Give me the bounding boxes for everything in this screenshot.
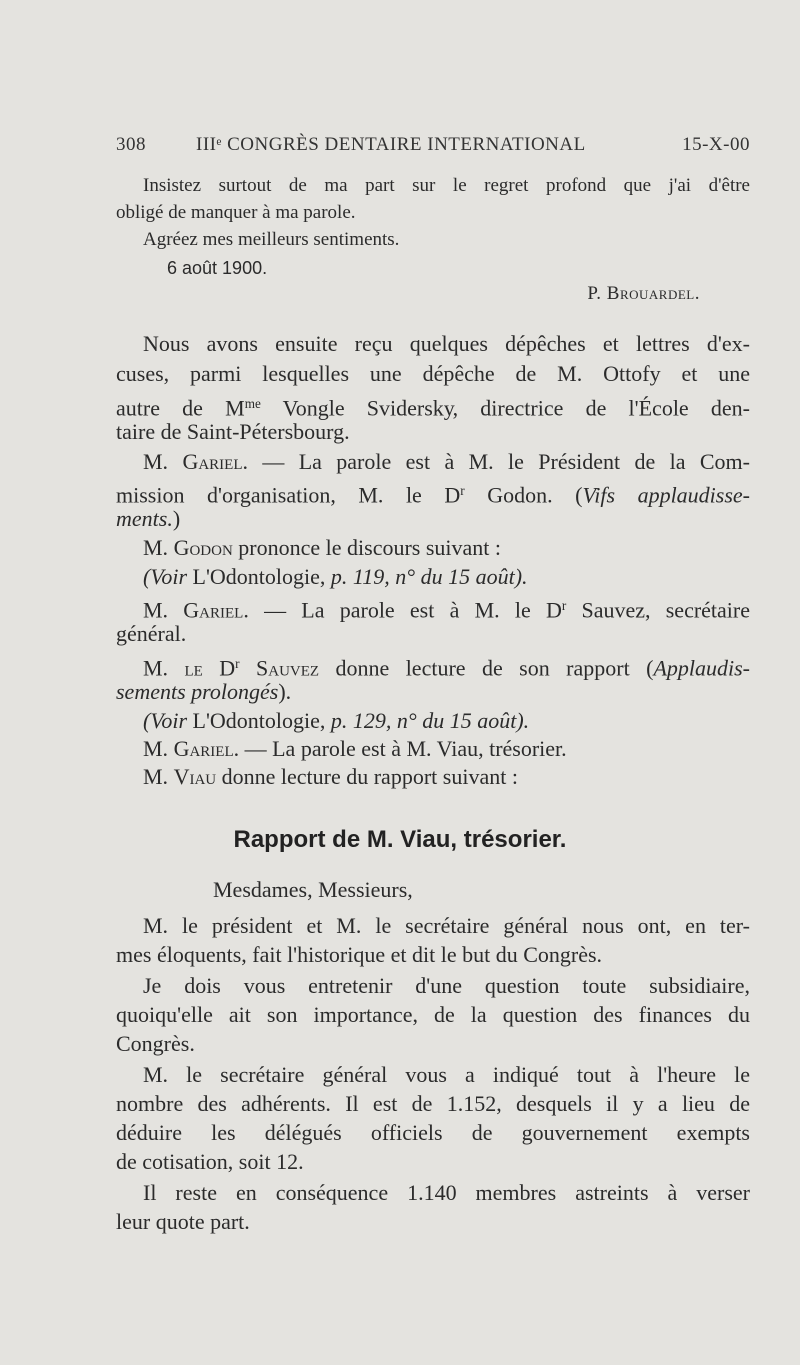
paragraph-line: quoiqu'elle ait son importance, de la question des finances du [116, 1002, 750, 1027]
page-number: 308 [116, 134, 146, 155]
letter-line: Insistez surtout de ma part sur le regret profond que j'ai d'être [143, 175, 750, 196]
header-title: IIIᵉ CONGRÈS DENTAIRE INTERNATIONAL [196, 134, 586, 155]
paragraph-line: mission d'organisation, M. le $D^r$ Godon. (Vifs applaudisse- [116, 482, 751, 508]
paragraph-line: nombre des adhérents. Il est de 1.152, desquels il y a lieu de [116, 1091, 750, 1116]
salutation: Mesdames, Messieurs, [213, 877, 413, 902]
paragraph-line: (Voir L'Odontologie, p. 129, n° du 15 août). [143, 708, 530, 733]
paragraph-line: M. Gariel. — La parole est à M. le $D^r$ Sauvez, secrétaire [143, 597, 751, 623]
paragraph-line: M. Gariel. — La parole est à M. le Président de la Com- [143, 449, 750, 474]
paragraph-line: M. le secrétaire général vous a indiqué tout à l'heure le [143, 1062, 750, 1087]
paragraph-line: Congrès. [116, 1031, 195, 1056]
paragraph-line: M. le $D^r$ Sauvez donne lecture de son rapport (Applaudis- [143, 655, 751, 681]
paragraph-line: mes éloquents, fait l'historique et dit le but du Congrès. [116, 942, 603, 967]
section-heading: Rapport de M. Viau, trésorier. [233, 826, 567, 853]
paragraph-line: (Voir L'Odontologie, p. 119, n° du 15 août). [143, 564, 528, 589]
letter-line: obligé de manquer à ma parole. [116, 202, 356, 223]
paragraph-line: de cotisation, soit 12. [116, 1149, 304, 1174]
paragraph-line: général. [116, 621, 187, 646]
paragraph-line: M. le président et M. le secrétaire général nous ont, en ter- [143, 913, 750, 938]
letter-line: Agréez mes meilleurs sentiments. [143, 229, 400, 250]
header-date: 15-X-00 [682, 134, 750, 155]
paragraph-line: leur quote part. [116, 1209, 250, 1234]
paragraph-line: Il reste en conséquence 1.140 membres astreints à verser [143, 1180, 750, 1205]
paragraph-line: sements prolongés). [116, 679, 292, 704]
paragraph-line: Je dois vous entretenir d'une question toute subsidiaire, [143, 973, 750, 998]
letter-signature: P. Brouardel. [587, 283, 700, 304]
paragraph-line: taire de Saint-Pétersbourg. [116, 419, 350, 444]
paragraph-line: M. Godon prononce le discours suivant : [143, 535, 502, 560]
paragraph-line: Nous avons ensuite reçu quelques dépêches et lettres d'ex- [143, 331, 750, 356]
paragraph-line: cuses, parmi lesquelles une dépêche de M. Ottofy et une [116, 361, 750, 386]
paragraph-line: déduire les délégués officiels de gouvernement exempts [116, 1120, 750, 1145]
paragraph-line: M. Viau donne lecture du rapport suivant : [143, 764, 518, 789]
paragraph-line: ments.) [116, 506, 181, 531]
paragraph-line: autre de $M^{me}$ Vongle Sviderskу, directrice de l'École den- [116, 395, 750, 421]
letter-date: 6 août 1900. [167, 258, 268, 278]
paragraph-line: M. Gariel. — La parole est à M. Viau, trésorier. [143, 736, 567, 761]
